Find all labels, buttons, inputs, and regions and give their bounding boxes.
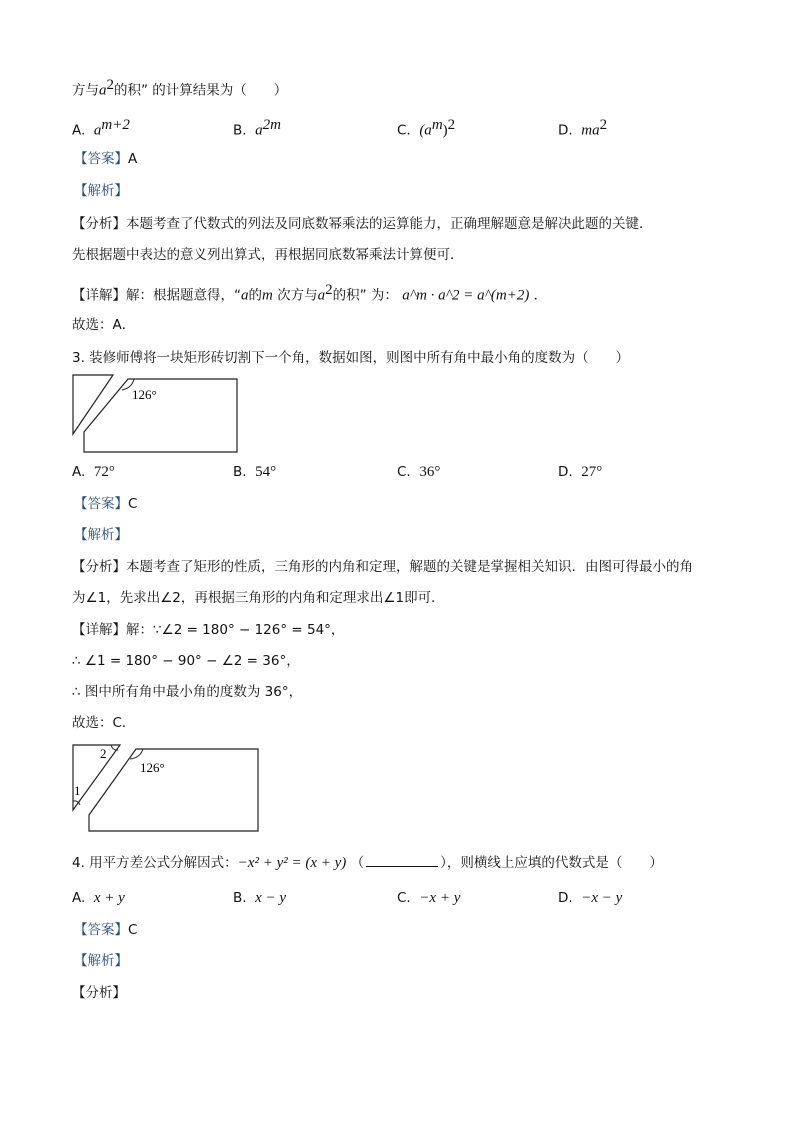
- q4-option-c: C. −x + y: [397, 890, 461, 906]
- q2-fenxi-2: 先根据题中表达的意义列出算式，再根据同底数幂乘法计算便可．: [72, 247, 464, 263]
- q3-fenxi: 【分析】本题考查了矩形的性质，三角形的内角和定理，解题的关键是掌握相关知识．由图可得最小的角: [72, 559, 693, 575]
- q3-solution-figure: [70, 742, 262, 836]
- q4-option-a: A. x + y: [72, 890, 125, 906]
- q3-option-d: D. 27°: [558, 464, 603, 480]
- q3-option-a: A. 72°: [72, 464, 115, 480]
- q3-fenxi-2: 为∠1，先求出∠2，再根据三角形的内角和定理求出∠1即可．: [72, 590, 445, 606]
- q2-option-d: D. $ma^2$: [558, 117, 608, 139]
- q4-option-d: D. −x − y: [558, 890, 623, 906]
- q2-detail: 【详解】解：根据题意得，“a的m 次方与$a^2$的积” 为： a^m · a^2 = a^(m+2) ．: [72, 282, 548, 304]
- q4-option-b: B. x − y: [233, 890, 287, 906]
- q2-stem: 方与$a^2$的积” 的计算结果为（ ）: [72, 77, 288, 99]
- q3-solution-figure-angle: 126°: [140, 760, 165, 775]
- q3-option-b: B. 54°: [233, 464, 277, 480]
- q4-answer: 【答案】C: [74, 922, 138, 938]
- q3-stem: 3. 装修师傅将一块矩形砖切割下一个角，数据如图，则图中所有角中最小角的度数为（ ）: [72, 350, 630, 366]
- q3-figure-angle: 126°: [132, 387, 157, 402]
- q3-detail-3: ∴ 图中所有角中最小角的度数为 36°，: [72, 684, 303, 700]
- q3-detail: 【详解】解：∵∠2 = 180° − 126° = 54°，: [72, 622, 345, 638]
- angle-2-label: 2: [100, 746, 107, 761]
- q2-answer: 【答案】A: [74, 151, 138, 167]
- q2-analysis-heading: 【解析】: [74, 183, 128, 199]
- q2-option-c: C. $(a^m)^2$: [397, 117, 456, 139]
- q4-stem: 4. 用平方差公式分解因式：−x² + y² = (x + y) （ ），则横线上应填的代数式是（ ）: [72, 855, 663, 871]
- q4-fenxi: 【分析】: [72, 985, 126, 1001]
- q2-option-a: A. $a^{m+2}$: [72, 117, 130, 139]
- q3-answer: 【答案】C: [74, 496, 138, 512]
- q3-detail-2: ∴ ∠1 = 180° − 90° − ∠2 = 36°，: [72, 653, 300, 669]
- q2-fenxi: 【分析】本题考查了代数式的列法及同底数幂乘法的运算能力，正确理解题意是解决此题的关键．: [72, 216, 653, 232]
- q2-option-b: B. $a^{2m}$: [233, 117, 281, 139]
- q3-option-c: C. 36°: [397, 464, 441, 480]
- q2-detail-math: a^m · a^2 = a^(m+2): [402, 287, 530, 304]
- q4-analysis-heading: 【解析】: [74, 953, 128, 969]
- q2-conclusion: 故选：A．: [72, 317, 136, 333]
- q3-analysis-heading: 【解析】: [74, 527, 128, 543]
- angle-1-label: 1: [74, 783, 81, 798]
- q3-figure: [70, 372, 242, 456]
- answer-blank: [366, 854, 438, 867]
- q3-conclusion: 故选：C．: [72, 715, 136, 731]
